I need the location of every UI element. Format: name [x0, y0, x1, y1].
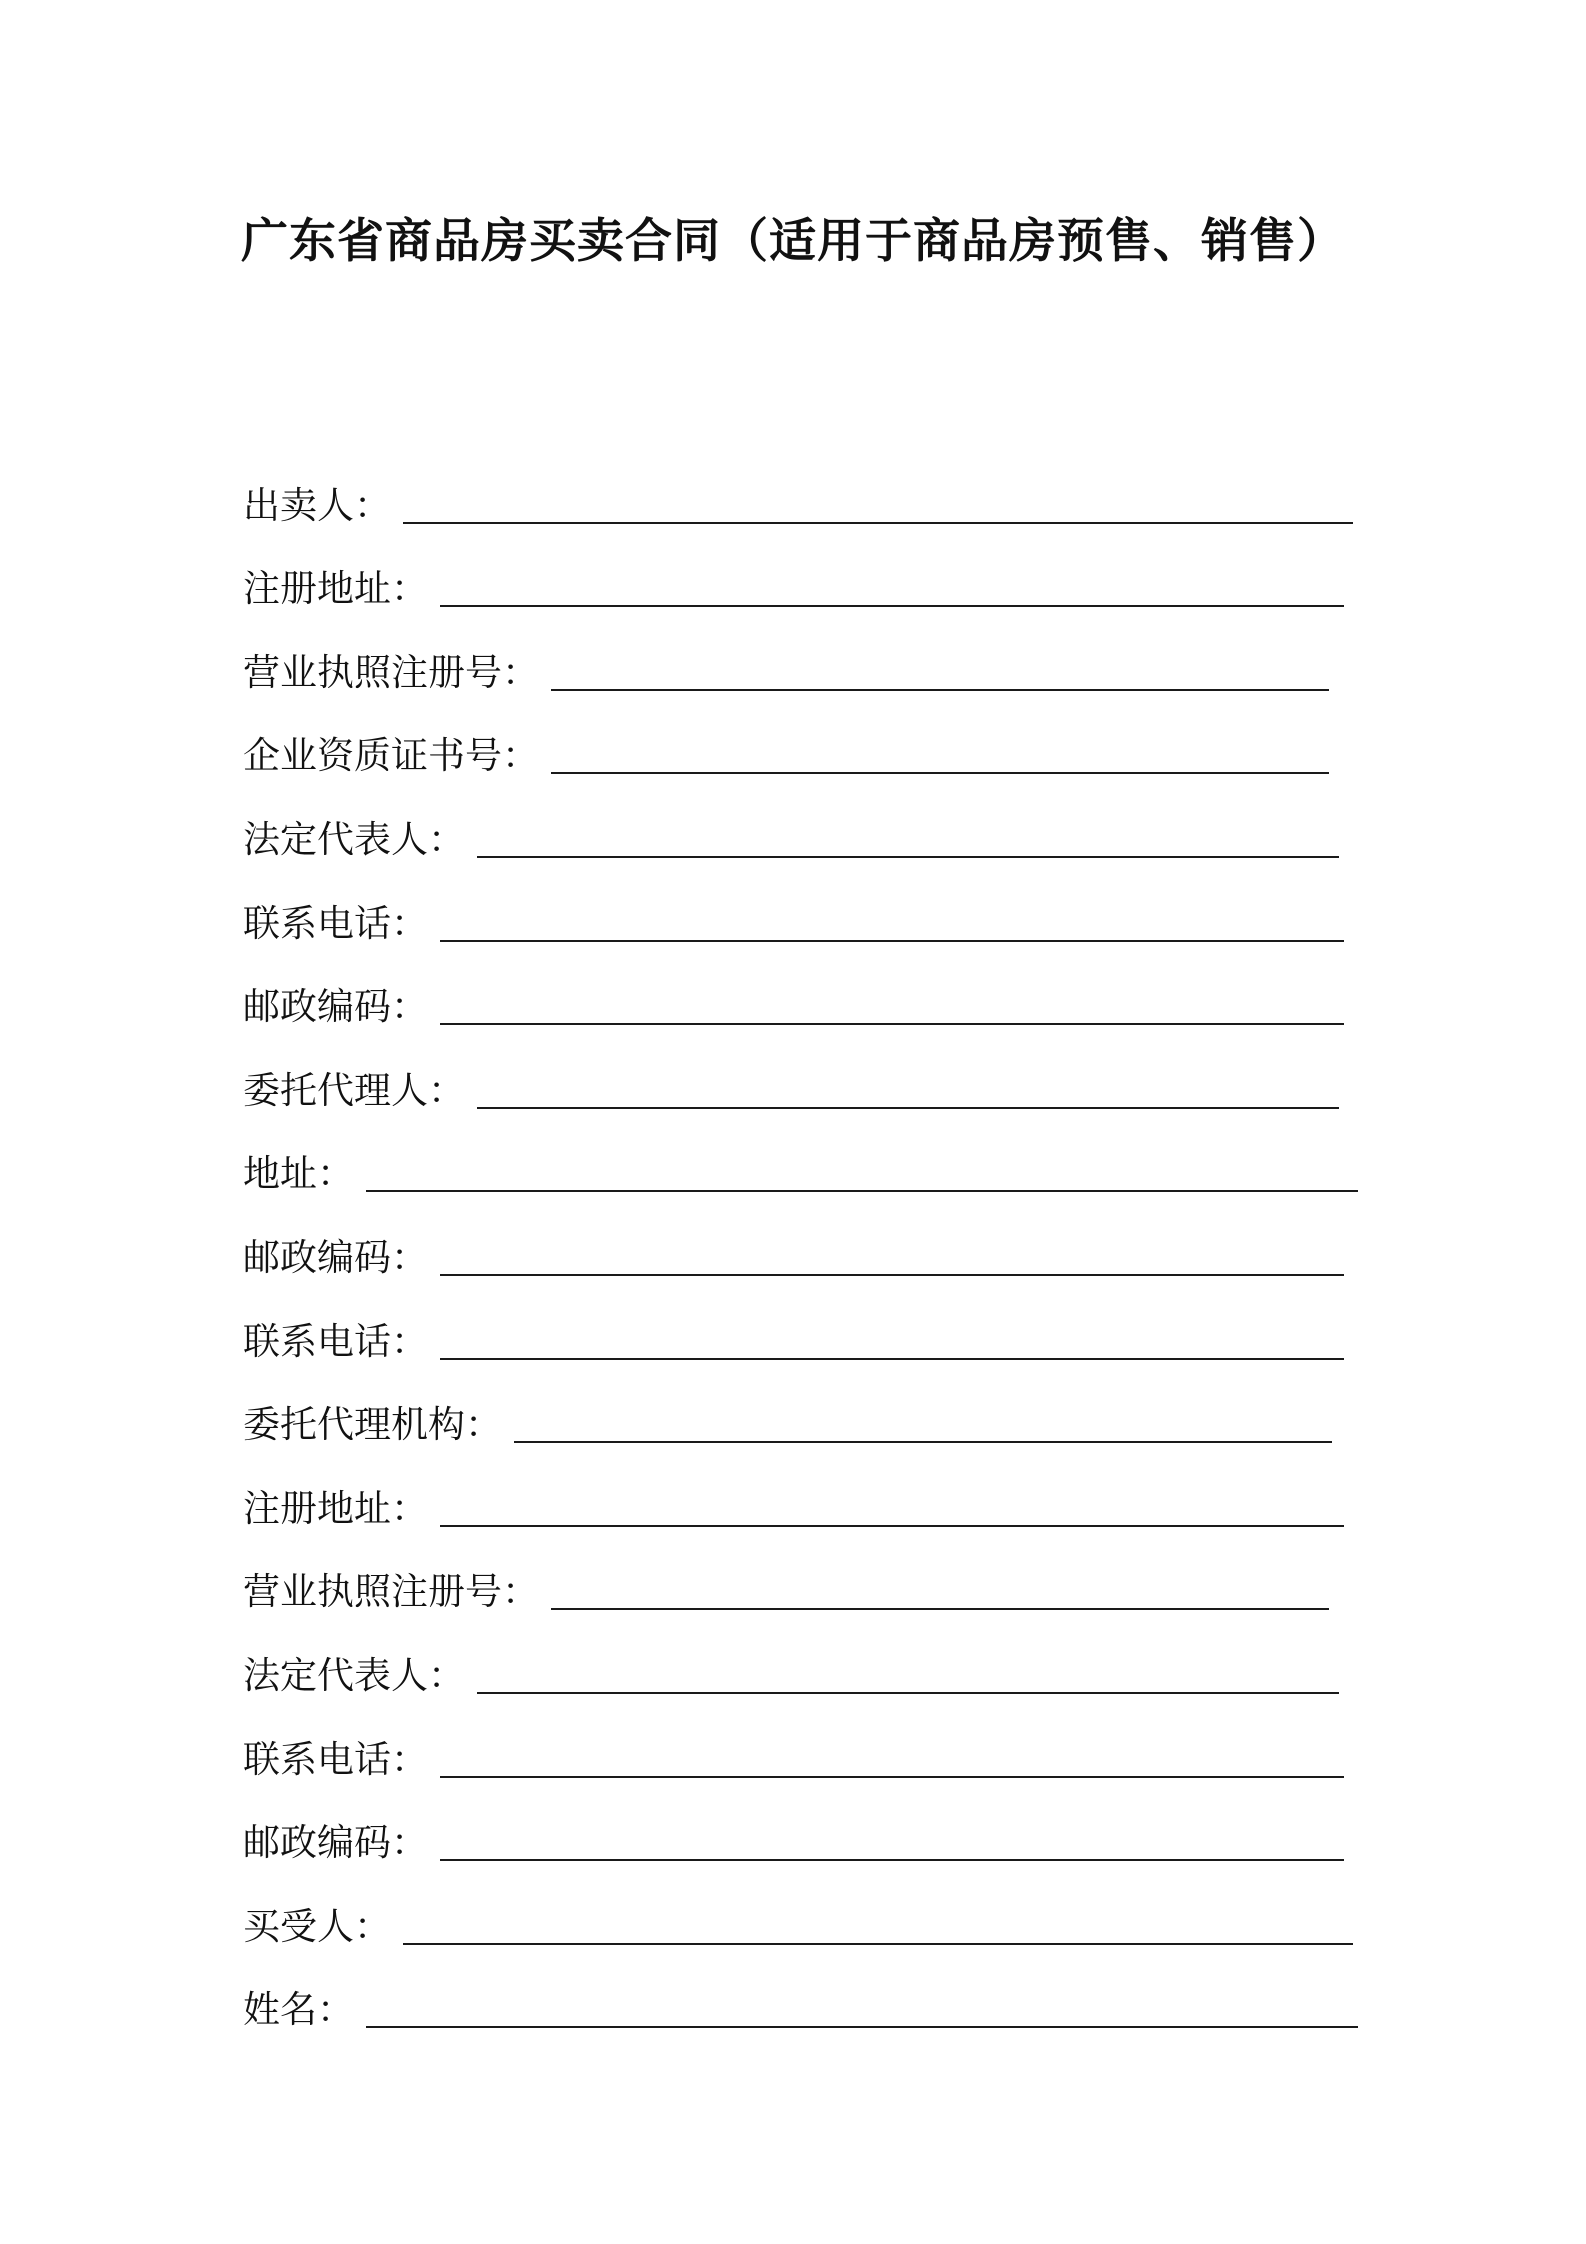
field-label: 法定代表人：: [243, 1653, 465, 1697]
fill-in-blank-line[interactable]: [440, 940, 1344, 942]
fill-in-blank-line[interactable]: [403, 1943, 1353, 1945]
fill-in-blank-line[interactable]: [514, 1441, 1332, 1443]
field-label: 营业执照注册号：: [243, 1570, 539, 1614]
fill-in-blank-line[interactable]: [440, 1776, 1344, 1778]
fill-in-blank-line[interactable]: [440, 1358, 1344, 1360]
field-registered-address: [243, 536, 1353, 620]
field-seller: [243, 452, 1353, 536]
field-label: 邮政编码：: [243, 985, 428, 1029]
fill-in-blank-line[interactable]: [366, 1190, 1358, 1192]
field-label: 姓名：: [243, 1988, 354, 2032]
field-buyer: [243, 1873, 1353, 1957]
field-postal-code: [243, 1204, 1353, 1288]
field-legal-representative: [243, 1622, 1353, 1706]
fill-in-blank-line[interactable]: [440, 1859, 1344, 1861]
field-business-license-no: [243, 619, 1353, 703]
field-business-license-no: [243, 1539, 1353, 1623]
field-phone: [243, 1288, 1353, 1372]
field-label: 委托代理人：: [243, 1068, 465, 1112]
fill-in-blank-line[interactable]: [477, 1107, 1339, 1109]
fill-in-blank-line[interactable]: [440, 605, 1344, 607]
field-label: 邮政编码：: [243, 1235, 428, 1279]
fill-in-blank-line[interactable]: [551, 689, 1329, 691]
field-postal-code: [243, 1790, 1353, 1874]
field-label: 邮政编码：: [243, 1821, 428, 1865]
field-agency: [243, 1372, 1353, 1456]
fill-in-blank-line[interactable]: [551, 1608, 1329, 1610]
fill-in-blank-line[interactable]: [403, 522, 1353, 524]
fill-in-blank-line[interactable]: [440, 1274, 1344, 1276]
field-label: 法定代表人：: [243, 817, 465, 861]
field-registered-address: [243, 1455, 1353, 1539]
field-label: 企业资质证书号：: [243, 734, 539, 778]
field-address: [243, 1121, 1353, 1205]
field-phone: [243, 870, 1353, 954]
fill-in-blank-line[interactable]: [477, 856, 1339, 858]
field-label: 委托代理机构：: [243, 1403, 502, 1447]
field-label: 注册地址：: [243, 1486, 428, 1530]
fill-in-blank-line[interactable]: [551, 772, 1329, 774]
fill-in-blank-line[interactable]: [366, 2026, 1358, 2028]
page-title: 广东省商品房买卖合同（适用于商品房预售、销售）: [241, 214, 1345, 269]
field-legal-representative: [243, 786, 1353, 870]
field-qualification-cert-no: [243, 703, 1353, 787]
field-label: 出卖人：: [243, 483, 391, 527]
field-postal-code: [243, 954, 1353, 1038]
fill-in-blank-line[interactable]: [440, 1525, 1344, 1527]
field-label: 地址：: [243, 1152, 354, 1196]
field-label: 联系电话：: [243, 901, 428, 945]
party-fields-list: [243, 452, 1353, 2040]
field-label: 联系电话：: [243, 1319, 428, 1363]
field-label: 注册地址：: [243, 567, 428, 611]
fill-in-blank-line[interactable]: [477, 1692, 1339, 1694]
field-authorized-agent: [243, 1037, 1353, 1121]
field-name: [243, 1957, 1353, 2041]
fill-in-blank-line[interactable]: [440, 1023, 1344, 1025]
field-label: 联系电话：: [243, 1737, 428, 1781]
field-label: 营业执照注册号：: [243, 650, 539, 694]
field-phone: [243, 1706, 1353, 1790]
field-label: 买受人：: [243, 1904, 391, 1948]
